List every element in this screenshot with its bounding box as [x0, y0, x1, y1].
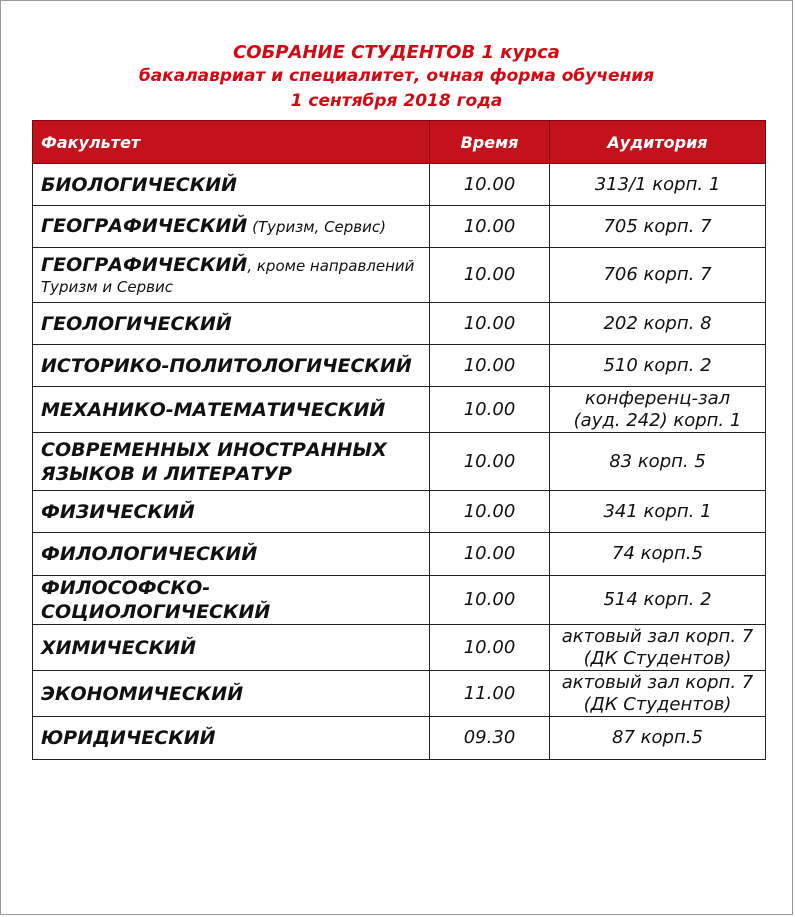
faculty-note: (Туризм, Сервис): [247, 218, 386, 236]
time-cell: 10.00: [430, 576, 550, 625]
time-cell: 10.00: [430, 533, 550, 576]
room-line-2: (ДК Студентов): [583, 693, 732, 715]
faculty-note: , кроме направлений: [247, 257, 415, 275]
column-header-faculty: Факультет: [33, 121, 430, 164]
room-line-2: (ауд. 242) корп. 1: [573, 409, 742, 431]
faculty-cell: [33, 433, 430, 491]
faculty-cell: [33, 303, 430, 345]
table-row: [33, 491, 766, 533]
faculty-name: ХИМИЧЕСКИЙ: [41, 636, 196, 659]
room-cell: 87 корп.5: [550, 717, 766, 760]
room-line-1: актовый зал корп. 7: [561, 625, 754, 647]
faculty-name-line-2: ЯЗЫКОВ И ЛИТЕРАТУР: [41, 462, 292, 485]
faculty-cell: [33, 164, 430, 206]
column-header-room: Аудитория: [550, 121, 766, 164]
room-cell: 706 корп. 7: [550, 248, 766, 303]
title-line-2: бакалавриат и специалитет, очная форма обучения: [138, 66, 655, 86]
table-row: [33, 303, 766, 345]
table-row: [33, 671, 766, 717]
room-cell: 514 корп. 2: [550, 576, 766, 625]
room-cell: 202 корп. 8: [550, 303, 766, 345]
room-line-1: конференц-зал: [584, 387, 731, 409]
faculty-cell: [33, 576, 430, 625]
faculty-name: ФИЗИЧЕСКИЙ: [41, 500, 195, 523]
faculty-name: ФИЛОСОФСКО-СОЦИОЛОГИЧЕСКИЙ: [41, 577, 271, 623]
faculty-name: МЕХАНИКО-МАТЕМАТИЧЕСКИЙ: [41, 398, 386, 421]
table-row: [33, 533, 766, 576]
faculty-cell: [33, 345, 430, 387]
faculty-name: ФИЛОЛОГИЧЕСКИЙ: [41, 543, 258, 565]
room-cell: 341 корп. 1: [550, 491, 766, 533]
faculty-cell: [33, 248, 430, 303]
time-cell: 10.00: [430, 433, 550, 491]
table-header-row: [33, 121, 766, 164]
faculty-name: ГЕОГРАФИЧЕСКИЙ: [41, 254, 248, 276]
room-cell: 83 корп. 5: [550, 433, 766, 491]
time-cell: 10.00: [430, 345, 550, 387]
room-cell: [550, 671, 766, 717]
faculty-cell: [33, 717, 430, 760]
faculty-name: ГЕОГРАФИЧЕСКИЙ: [41, 215, 248, 237]
table-row: [33, 248, 766, 303]
table-row: [33, 625, 766, 671]
time-cell: 10.00: [430, 491, 550, 533]
title-block: [1, 41, 792, 115]
time-cell: 10.00: [430, 303, 550, 345]
room-cell: 510 корп. 2: [550, 345, 766, 387]
faculty-name: ЭКОНОМИЧЕСКИЙ: [41, 682, 244, 705]
time-cell: 11.00: [430, 671, 550, 717]
faculty-name: ГЕОЛОГИЧЕСКИЙ: [41, 312, 232, 335]
faculty-name: ЮРИДИЧЕСКИЙ: [41, 727, 216, 749]
faculty-cell: [33, 206, 430, 248]
title-line-3: 1 сентября 2018 года: [290, 91, 503, 111]
time-cell: 10.00: [430, 248, 550, 303]
faculty-name: СОВРЕМЕННЫХ ИНОСТРАННЫХ: [41, 438, 387, 461]
table-row: [33, 717, 766, 760]
table-row: [33, 576, 766, 625]
table-row: [33, 206, 766, 248]
column-header-time: Время: [430, 121, 550, 164]
room-cell: [550, 625, 766, 671]
faculty-name: БИОЛОГИЧЕСКИЙ: [41, 173, 238, 196]
room-cell: 74 корп.5: [550, 533, 766, 576]
room-line-1: актовый зал корп. 7: [561, 671, 754, 693]
table-row: [33, 164, 766, 206]
title-line-1: СОБРАНИЕ СТУДЕНТОВ 1 курса: [233, 42, 560, 63]
faculty-note-line-2: Туризм и Сервис: [41, 278, 173, 296]
schedule-table: [32, 120, 766, 760]
faculty-cell: [33, 533, 430, 576]
table-row: [33, 433, 766, 491]
table-row: [33, 387, 766, 433]
faculty-cell: [33, 387, 430, 433]
room-cell: [550, 387, 766, 433]
room-cell: 705 корп. 7: [550, 206, 766, 248]
time-cell: 10.00: [430, 206, 550, 248]
time-cell: 09.30: [430, 717, 550, 760]
time-cell: 10.00: [430, 387, 550, 433]
table-row: [33, 345, 766, 387]
faculty-cell: [33, 491, 430, 533]
time-cell: 10.00: [430, 164, 550, 206]
room-line-2: (ДК Студентов): [583, 647, 732, 669]
faculty-cell: [33, 671, 430, 717]
room-cell: 313/1 корп. 1: [550, 164, 766, 206]
time-cell: 10.00: [430, 625, 550, 671]
faculty-name: ИСТОРИКО-ПОЛИТОЛОГИЧЕСКИЙ: [41, 354, 412, 377]
faculty-cell: [33, 625, 430, 671]
